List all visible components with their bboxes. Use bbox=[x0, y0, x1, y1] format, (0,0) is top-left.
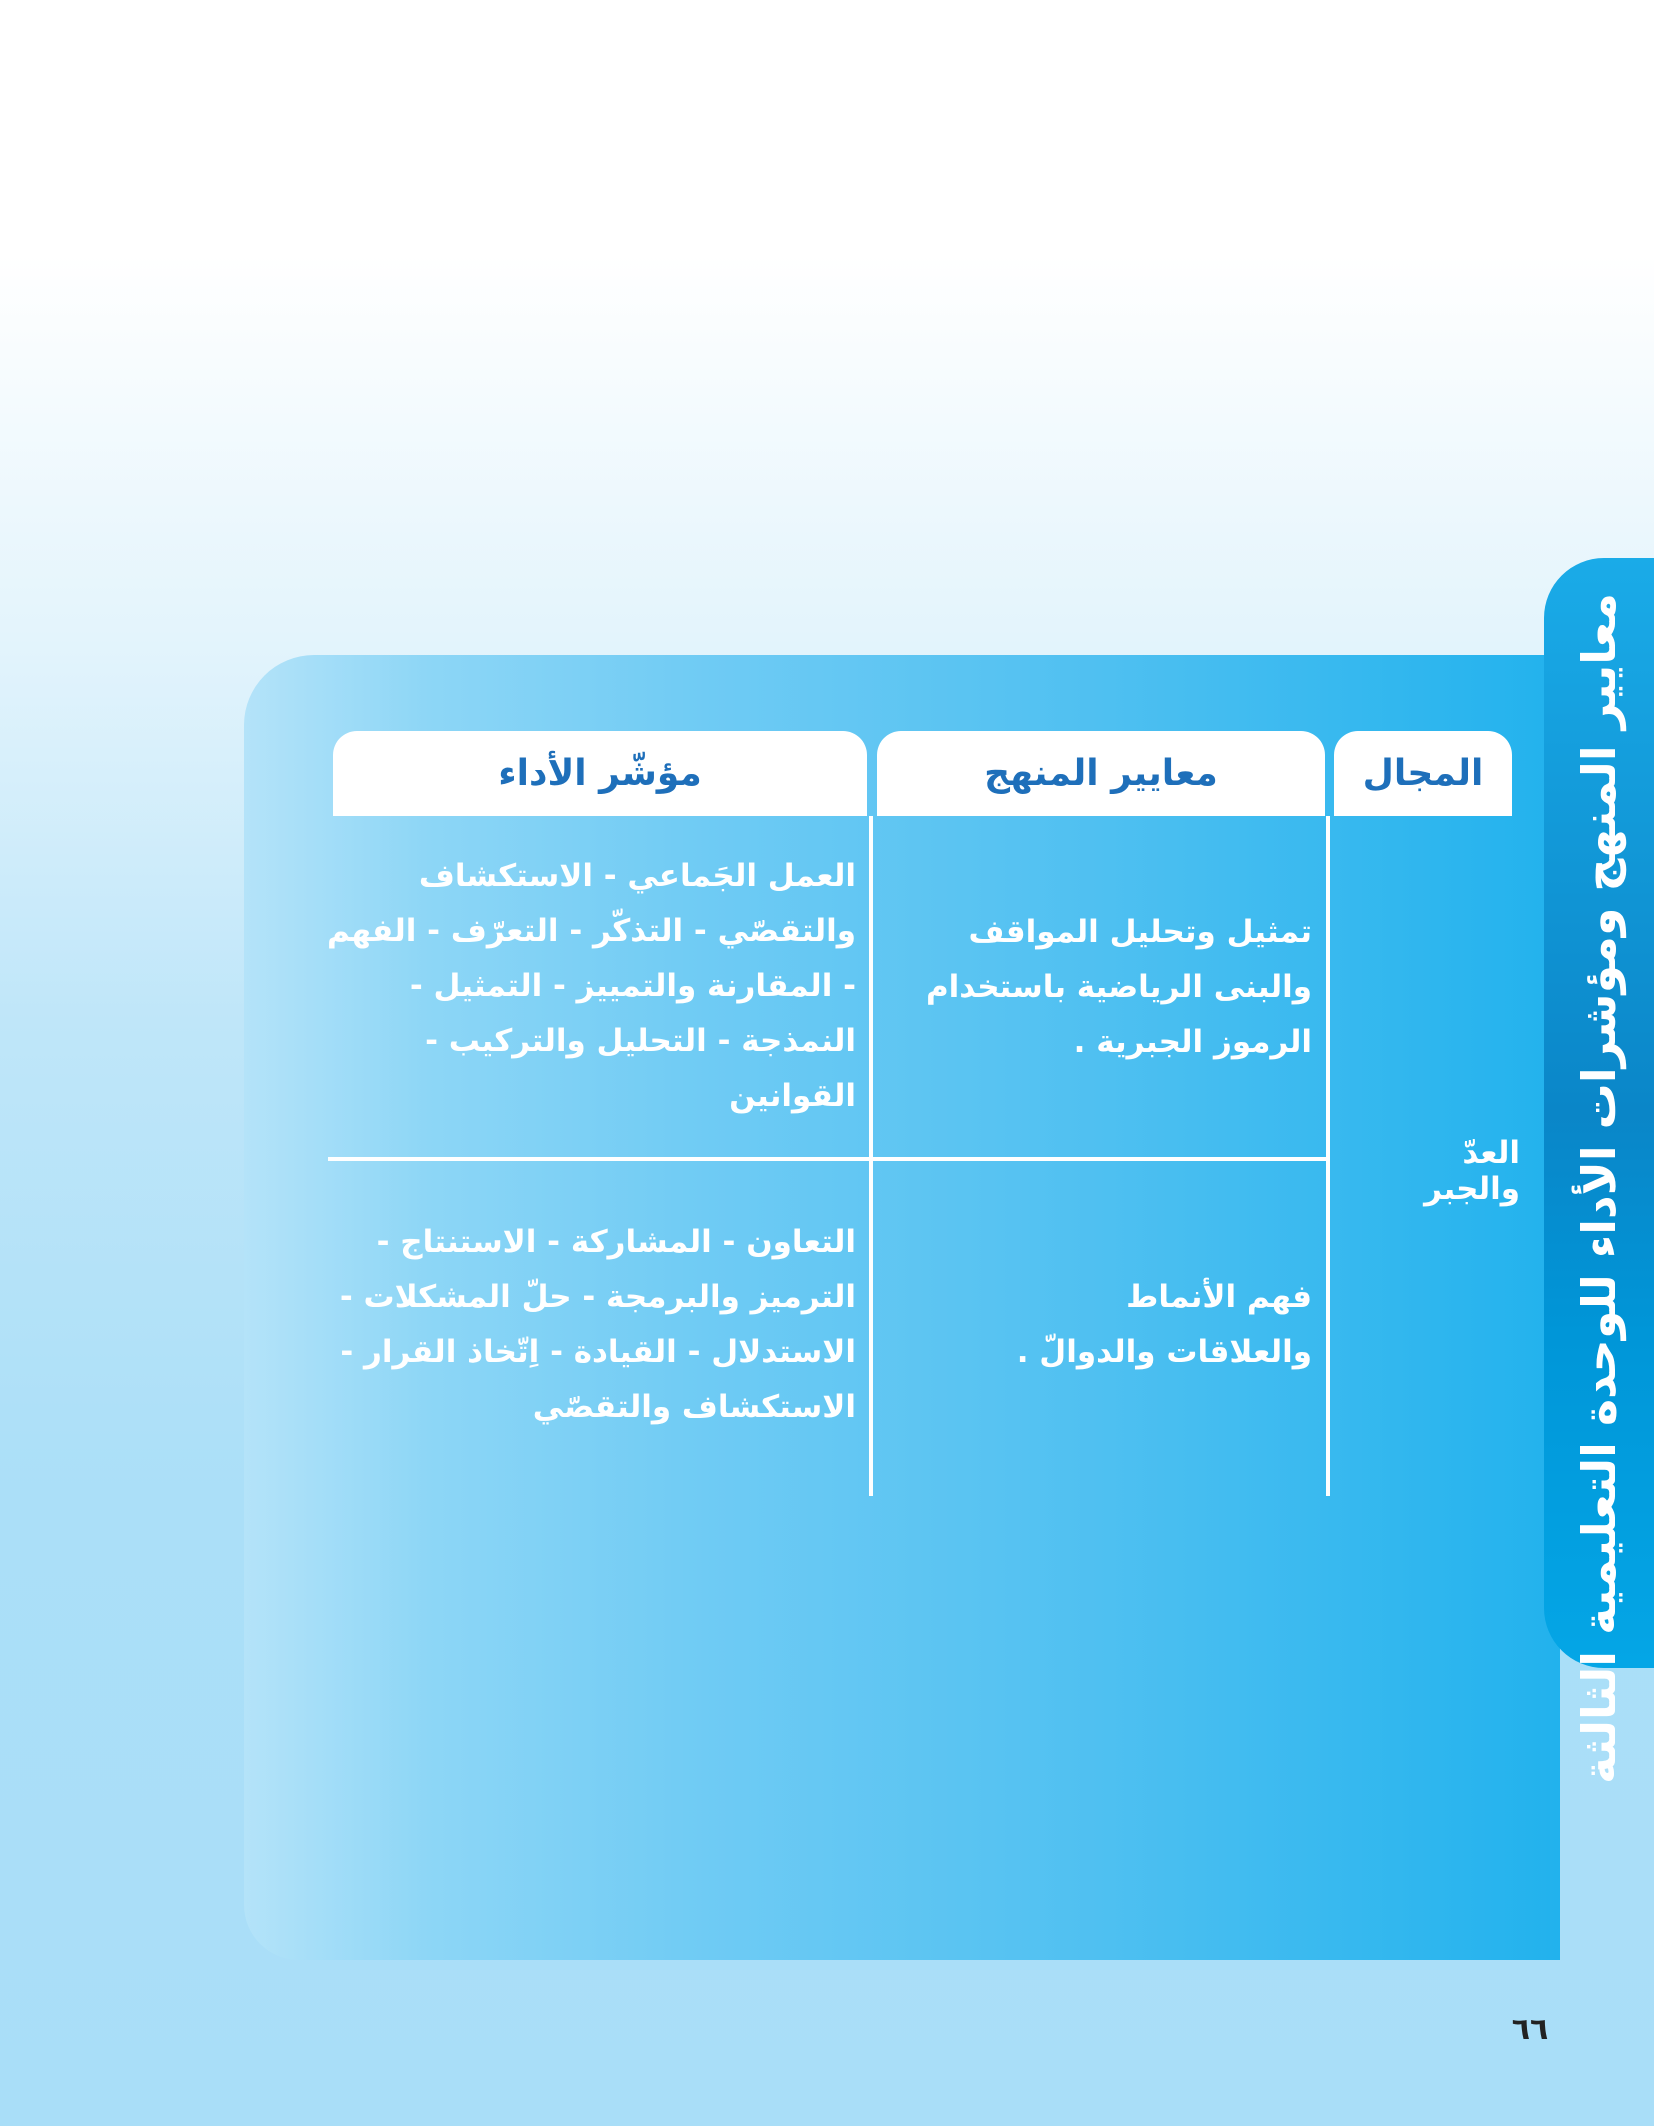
header-domain: المجال bbox=[1334, 731, 1512, 816]
row-1-indicators: العمل الجَماعي - الاستكشاف والتقصّي - التذكّر - التعرّف - الفهم - المقارنة والتمييز - التمثيل - النمذجة - التحليل والتركيب - القوانين bbox=[327, 858, 856, 1114]
domain-cell: العدّ والجبر bbox=[1424, 1135, 1520, 1207]
row-2-standard: فهم الأنماط والعلاقات والدوالّ . bbox=[1016, 1279, 1312, 1370]
row-divider bbox=[328, 1157, 1328, 1161]
page-number: ٦٦ bbox=[1511, 2012, 1549, 2047]
row-2-indicators: التعاون - المشاركة - الاستنتاج - الترميز والبرمجة - حلّ المشكلات - الاستدلال - القيادة - اِتّخاذ القرار - الاستكشاف والتقصّي bbox=[339, 1224, 856, 1425]
header-indicators: مؤشّر الأداء bbox=[333, 731, 867, 816]
row-1-standard: تمثيل وتحليل المواقف والبنى الرياضية باستخدام الرموز الجبرية . bbox=[925, 914, 1312, 1060]
header-standards: معايير المنهج bbox=[877, 731, 1325, 816]
column-divider-standards bbox=[869, 816, 873, 1496]
side-title: معايير المنهج ومؤشرات الأداء للوحدة التعليمية الثالثة bbox=[1572, 593, 1626, 1784]
column-divider-domain bbox=[1326, 816, 1330, 1496]
